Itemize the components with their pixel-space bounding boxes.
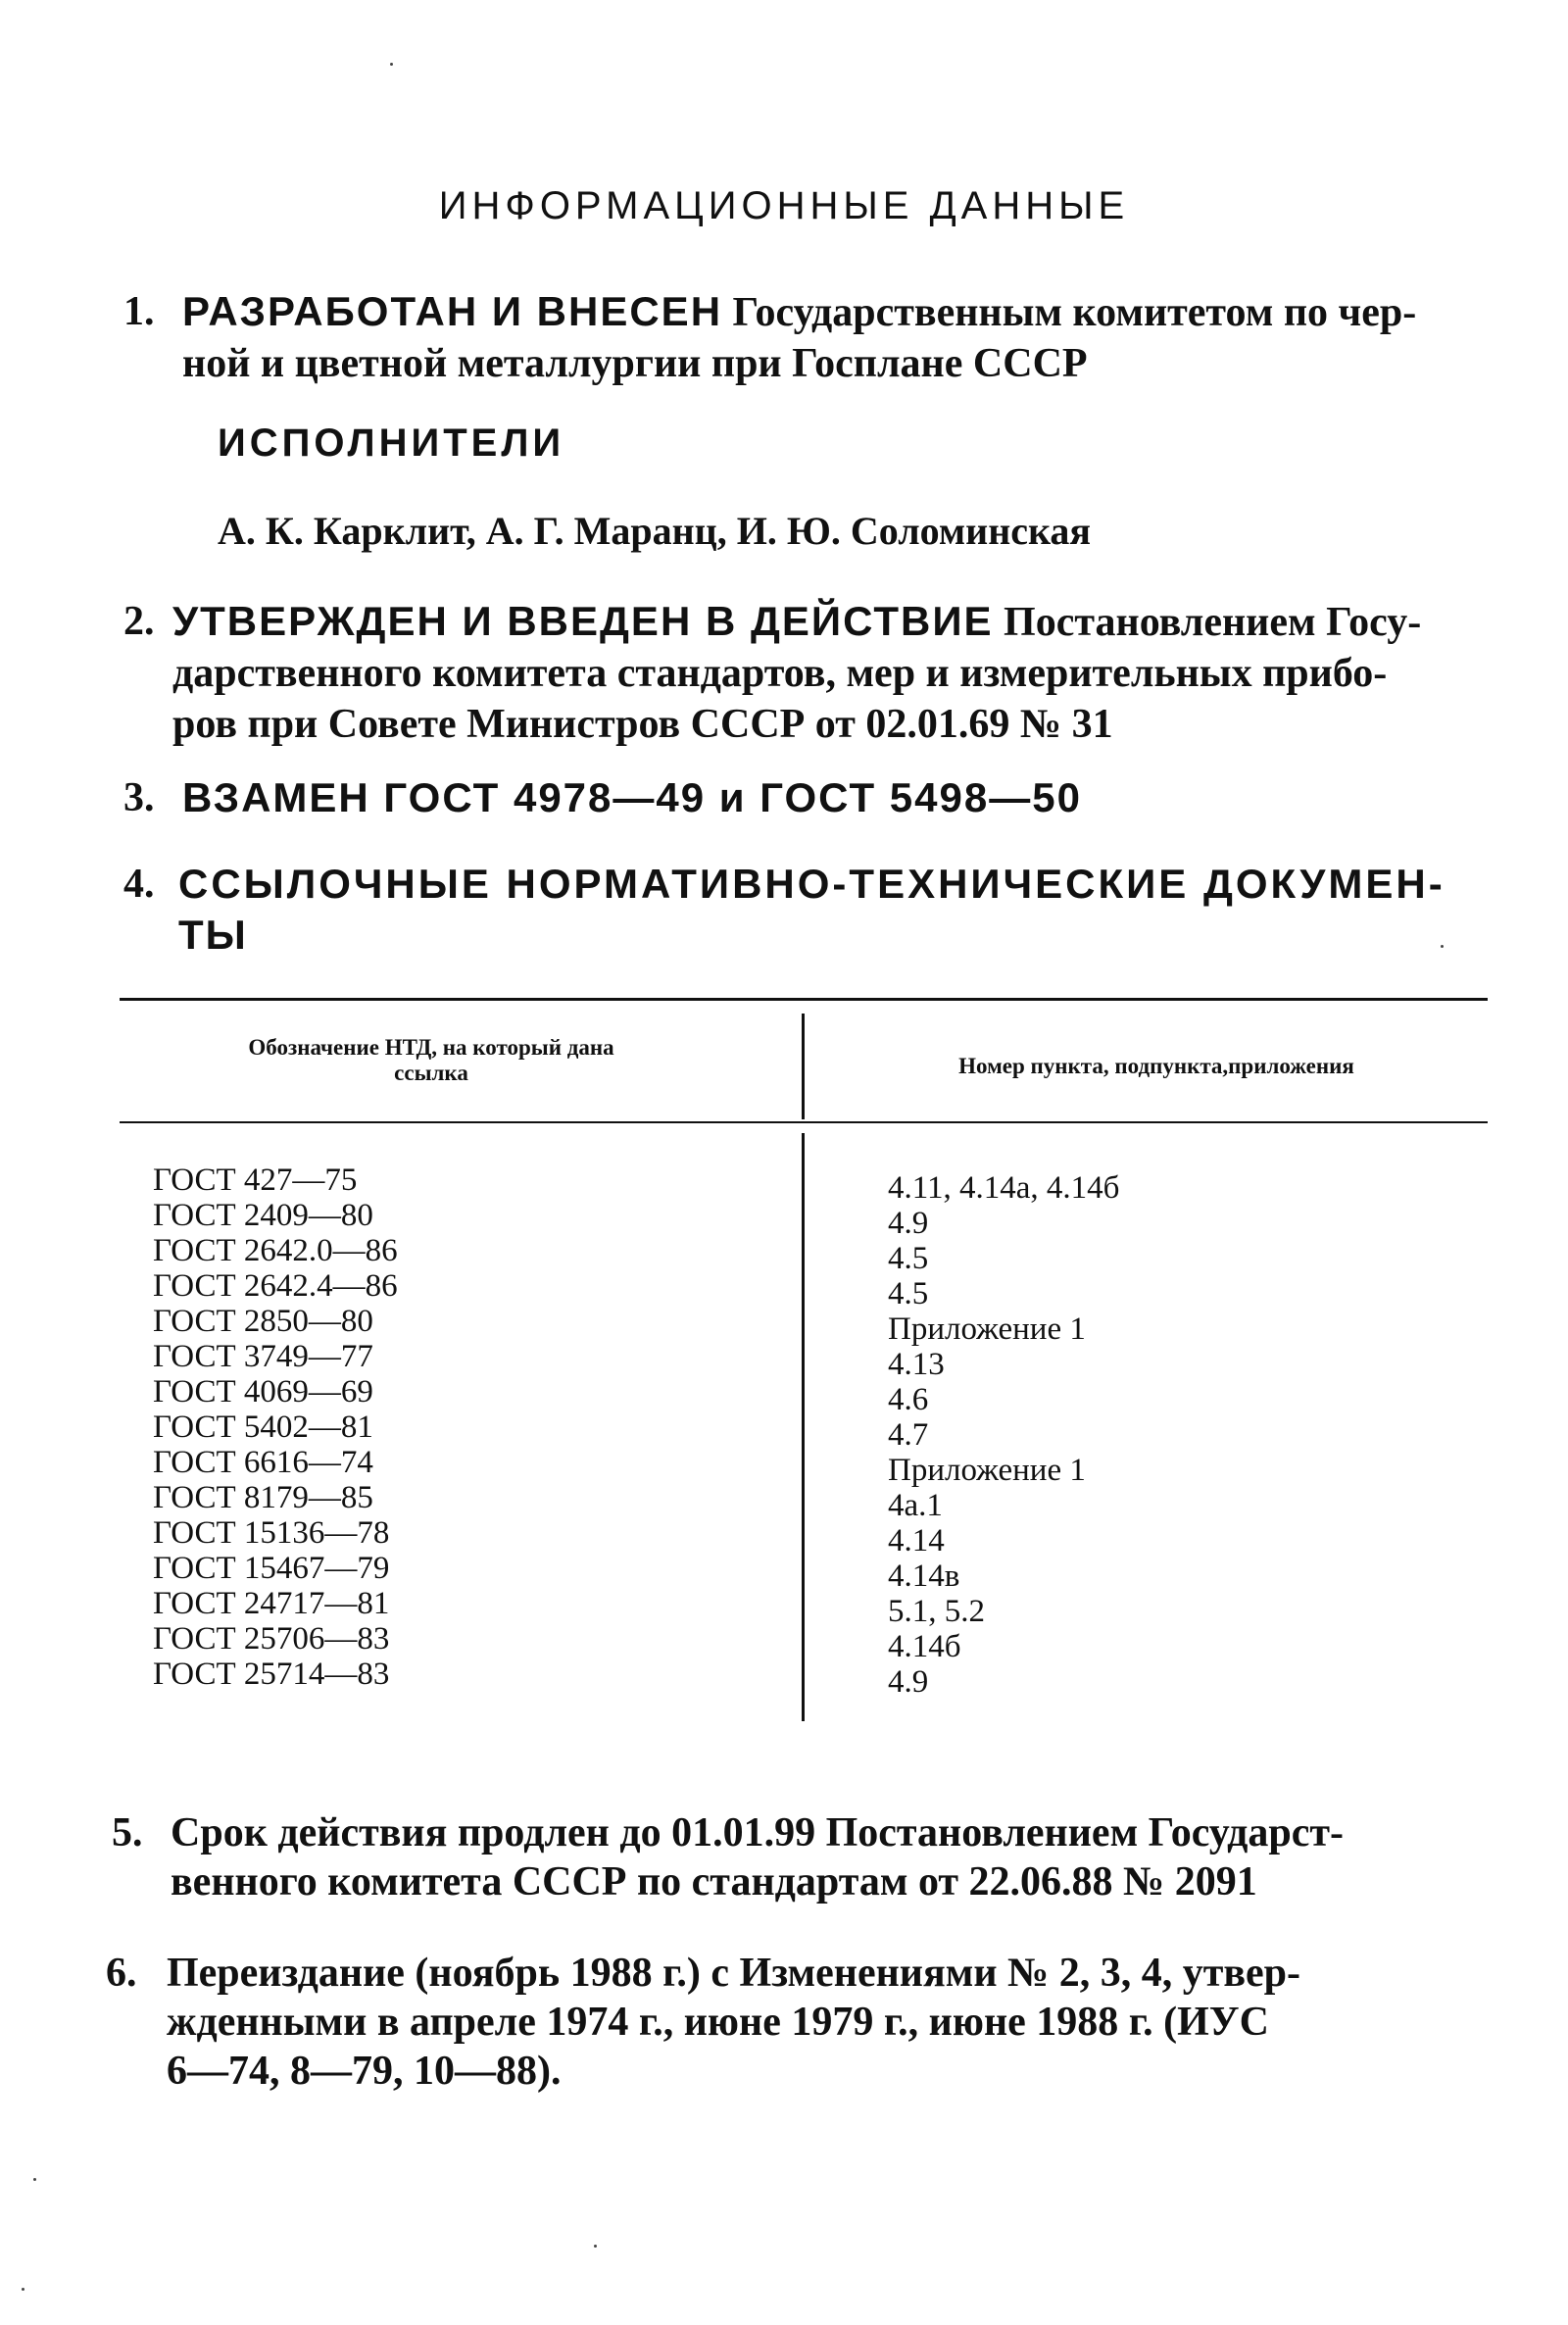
table-cell-clause: 4.14б	[888, 1629, 961, 1664]
table-cell-gost: ГОСТ 2409—80	[153, 1198, 373, 1233]
item-text: ТЫ	[178, 912, 248, 958]
table-column-divider	[802, 1133, 805, 1721]
item-lead: УТВЕРЖДЕН И ВВЕДЕН В ДЕЙСТВИЕ	[172, 598, 994, 644]
table-cell-clause: Приложение 1	[888, 1453, 1086, 1488]
item-number: 3.	[123, 775, 155, 820]
item-text: жденными в апреле 1974 г., июне 1979 г., июне 1988 г. (ИУС	[167, 2000, 1269, 2045]
table-cell-gost: ГОСТ 5402—81	[153, 1410, 373, 1445]
table-cell-clause: 4.7	[888, 1417, 929, 1453]
item-developed	[123, 286, 1495, 394]
table-cell-gost: ГОСТ 427—75	[153, 1162, 358, 1198]
table-cell-clause: 4.5	[888, 1241, 929, 1276]
table-cell-clause: 4.9	[888, 1664, 929, 1700]
item-number: 4.	[123, 862, 155, 907]
item-text: дарственного комитета стандартов, мер и измерительных прибо-	[172, 651, 1388, 696]
table-cell-gost: ГОСТ 2642.4—86	[153, 1268, 398, 1304]
table-cell-gost: ГОСТ 25706—83	[153, 1621, 390, 1657]
table-cell-gost: ГОСТ 2850—80	[153, 1304, 373, 1339]
item-text: Постановлением Госу-	[993, 600, 1422, 645]
table-cell-gost: ГОСТ 25714—83	[153, 1657, 390, 1692]
table-cell-gost: ГОСТ 15136—78	[153, 1515, 390, 1551]
table-cell-gost: ГОСТ 4069—69	[153, 1374, 373, 1410]
item-lead: РАЗРАБОТАН И ВНЕСЕН	[182, 288, 723, 334]
table-cell-gost: ГОСТ 3749—77	[153, 1339, 373, 1374]
item-number: 6.	[106, 1951, 137, 1996]
item-validity	[112, 1808, 1503, 1906]
scan-speck	[594, 2245, 597, 2248]
scan-speck	[22, 2288, 24, 2291]
clause-list	[888, 1170, 1119, 1700]
scan-speck	[1441, 945, 1444, 948]
table-header-ntd: Обозначение НТД, на который дана ссылка	[248, 1035, 614, 1085]
item-approved	[123, 596, 1495, 753]
item-references	[123, 859, 1495, 966]
item-number: 5.	[112, 1810, 143, 1855]
gost-list	[153, 1162, 398, 1692]
table-cell-clause: 4.14	[888, 1523, 945, 1558]
table-cell-clause: 4.5	[888, 1276, 929, 1311]
table-cell-clause: 4.14в	[888, 1558, 960, 1594]
item-reissue	[106, 1949, 1507, 2096]
table-header-clause: Номер пункта, подпункта,приложения	[958, 1054, 1354, 1078]
scan-speck	[390, 63, 393, 66]
item-number: 2.	[123, 599, 155, 644]
item-text: ной и цветной металлургии при Госплане СССР	[182, 341, 1088, 386]
item-text: 6—74, 8—79, 10—88).	[167, 2049, 562, 2094]
table-cell-clause: 5.1, 5.2	[888, 1594, 985, 1629]
table-cell-clause: Приложение 1	[888, 1311, 1086, 1347]
table-cell-gost: ГОСТ 8179—85	[153, 1480, 373, 1515]
table-cell-clause: 4.13	[888, 1347, 945, 1382]
item-text: ССЫЛОЧНЫЕ НОРМАТИВНО-ТЕХНИЧЕСКИЕ ДОКУМЕН-	[178, 861, 1446, 907]
item-text: венного комитета СССР по стандартам от 22.06.88 № 2091	[171, 1859, 1257, 1905]
table-cell-gost: ГОСТ 24717—81	[153, 1586, 390, 1621]
table-cell-clause: 4.6	[888, 1382, 929, 1417]
executors-heading: ИСПОЛНИТЕЛИ	[218, 421, 565, 465]
item-text: ВЗАМЕН ГОСТ 4978—49 и ГОСТ 5498—50	[182, 774, 1082, 820]
table-cell-clause: 4.11, 4.14а, 4.14б	[888, 1170, 1120, 1206]
table-top-rule	[120, 998, 1488, 1001]
table-cell-gost: ГОСТ 15467—79	[153, 1551, 390, 1586]
table-header-rule	[120, 1121, 1488, 1123]
table-cell-gost: ГОСТ 2642.0—86	[153, 1233, 398, 1268]
table-column-divider	[802, 1014, 805, 1119]
item-text: ров при Совете Министров СССР от 02.01.69 № 31	[172, 702, 1113, 747]
item-text: Переиздание (ноябрь 1988 г.) с Изменениями № 2, 3, 4, утвер-	[167, 1951, 1301, 1996]
executors-names: А. К. Карклит, А. Г. Маранц, И. Ю. Соломинская	[218, 509, 1092, 553]
item-text: Государственным комитетом по чер-	[722, 290, 1417, 335]
table-cell-gost: ГОСТ 6616—74	[153, 1445, 373, 1480]
scan-speck	[33, 2178, 36, 2181]
item-number: 1.	[123, 289, 155, 334]
item-text: Срок действия продлен до 01.01.99 Постановлением Государст-	[171, 1810, 1345, 1855]
table-cell-clause: 4а.1	[888, 1488, 943, 1523]
page-title: ИНФОРМАЦИОННЫЕ ДАННЫЕ	[438, 184, 1130, 227]
table-cell-clause: 4.9	[888, 1206, 929, 1241]
